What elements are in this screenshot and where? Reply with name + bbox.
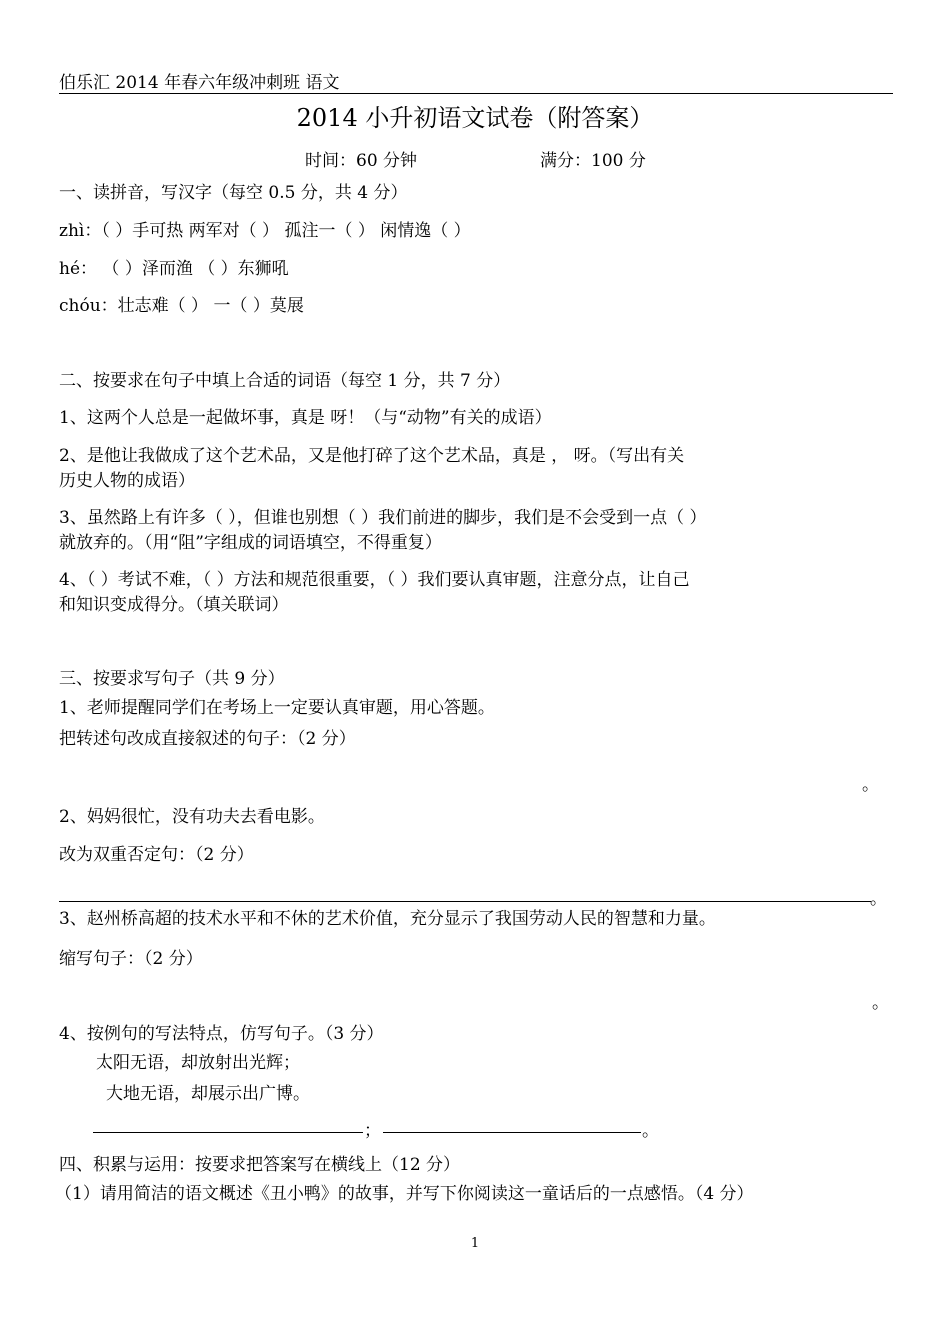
section2-heading: 二、按要求在句子中填上合适的词语（每空 1 分，共 7 分） xyxy=(59,371,511,391)
answer-period-1: 。 xyxy=(862,775,879,795)
section2-q2-line1: 2、是他让我做成了这个艺术品，又是他打碎了这个艺术品，真是 ， 呀。（写出有关 xyxy=(59,446,685,466)
section1-line-zhi: zhì：（ ）手可热 两军对（ ） 孤注一（ ） 闲情逸（ ） xyxy=(59,221,471,241)
answer-period-3: 。 xyxy=(872,993,889,1013)
section2-q4-line1: 4、（ ）考试不难，（ ）方法和规范很重要，（ ）我们要认真审题，注意分点，让自己 xyxy=(59,570,690,590)
section3-q4: 4、按例句的写法特点，仿写句子。（3 分） xyxy=(59,1024,384,1044)
answer-line-q4-right xyxy=(383,1132,641,1133)
section2-q2-line2: 历史人物的成语） xyxy=(59,471,195,491)
answer-line-q4-left xyxy=(93,1132,363,1133)
exam-time: 时间：60 分钟 xyxy=(305,151,418,171)
section3-q1-instruction: 把转述句改成直接叙述的句子：（2 分） xyxy=(59,729,356,749)
section3-q3: 3、赵州桥高超的技术水平和不休的艺术价值，充分显示了我国劳动人民的智慧和力量。 xyxy=(59,909,716,929)
section1-line-chou: chóu：壮志难（ ） 一（ ）莫展 xyxy=(59,296,304,316)
section3-q1: 1、老师提醒同学们在考场上一定要认真审题，用心答题。 xyxy=(59,698,495,718)
section3-heading: 三、按要求写句子（共 9 分） xyxy=(59,669,285,689)
header-rule xyxy=(59,93,893,94)
page-number: 1 xyxy=(470,1236,480,1251)
page-header: 伯乐汇 2014 年春六年级冲刺班 语文 xyxy=(59,73,340,93)
section3-q3-instruction: 缩写句子：（2 分） xyxy=(59,949,203,969)
answer-period-2: 。 xyxy=(870,889,887,909)
answer-line-q2 xyxy=(59,901,871,902)
section3-q2: 2、妈妈很忙，没有功夫去看电影。 xyxy=(59,807,325,827)
exam-score: 满分：100 分 xyxy=(540,151,646,171)
section4-heading: 四、积累与运用：按要求把答案写在横线上（12 分） xyxy=(59,1155,461,1175)
answer-period-4: 。 xyxy=(642,1121,659,1141)
section2-q1: 1、这两个人总是一起做坏事，真是 呀！（与“动物”有关的成语） xyxy=(59,408,552,428)
section1-heading: 一、读拼音，写汉字（每空 0.5 分，共 4 分） xyxy=(59,183,408,203)
exam-title: 2014 小升初语文试卷（附答案） xyxy=(296,104,654,132)
answer-semicolon: ； xyxy=(364,1121,381,1141)
example-sentence-1: 太阳无语，却放射出光辉； xyxy=(96,1053,300,1073)
section1-line-he: hé： （ ）泽而渔 （ ）东狮吼 xyxy=(59,259,289,279)
section2-q4-line2: 和知识变成得分。（填关联词） xyxy=(59,595,289,615)
section2-q3-line2: 就放弃的。（用“阻”字组成的词语填空，不得重复） xyxy=(59,533,442,553)
section3-q2-instruction: 改为双重否定句：（2 分） xyxy=(59,845,254,865)
section4-q1: （1）请用简洁的语文概述《丑小鸭》的故事，并写下你阅读这一童话后的一点感悟。（4 分） xyxy=(55,1184,754,1204)
section2-q3-line1: 3、虽然路上有许多（ ），但谁也别想（ ）我们前进的脚步，我们是不会受到一点（ ） xyxy=(59,508,707,528)
example-sentence-2: 大地无语，却展示出广博。 xyxy=(106,1084,310,1104)
